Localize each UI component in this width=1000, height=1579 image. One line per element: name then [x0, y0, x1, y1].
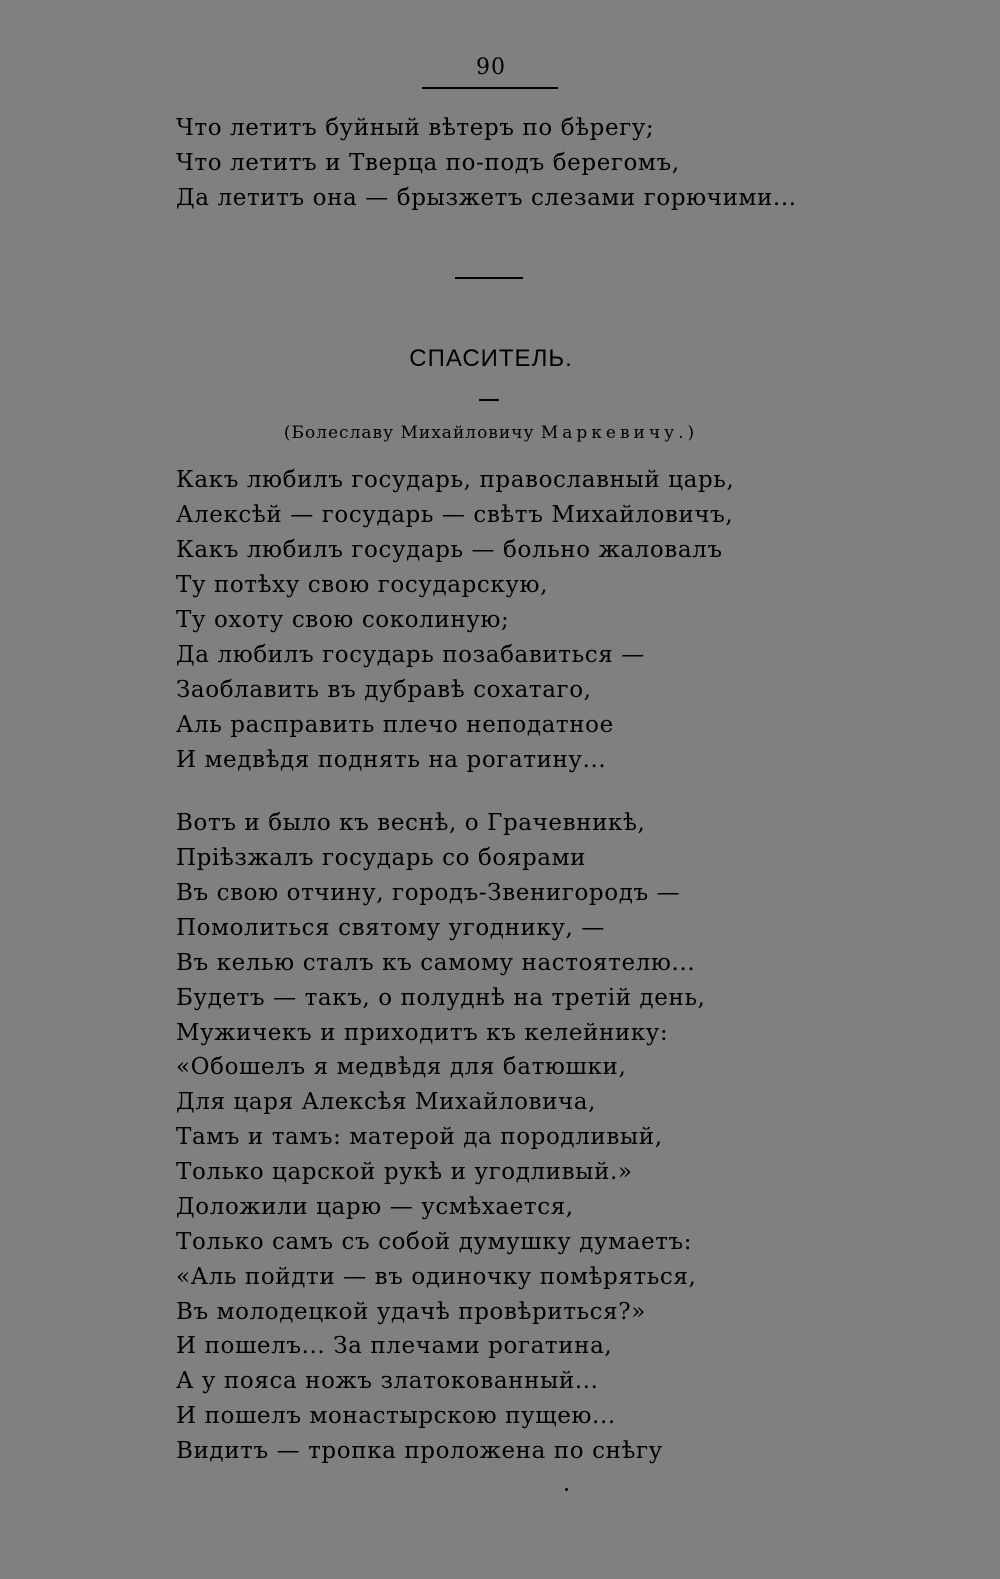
- verse-line: А у пояса ножъ златокованный...: [176, 1368, 599, 1394]
- verse-line: Ту охоту свою соколиную;: [176, 607, 510, 633]
- verse-line: Доложили царю — усмѣхается,: [176, 1194, 574, 1220]
- scan-speck: [565, 1488, 568, 1491]
- verse-line: «Обошелъ я медвѣдя для батюшки,: [176, 1054, 627, 1080]
- verse-line: Будетъ — такъ, о полуднѣ на третій день,: [176, 985, 706, 1011]
- verse-line: Что летитъ буйный вѣтеръ по бѣрегу;: [176, 115, 655, 141]
- poem-title: СПАСИТЕЛЬ.: [409, 345, 573, 372]
- poem-dedication: [0, 423, 982, 443]
- verse-line: Ту потѣху свою государскую,: [176, 572, 549, 598]
- verse-line: Да любилъ государь позабавиться —: [176, 642, 645, 668]
- verse-line: Для царя Алексѣя Михайловича,: [176, 1089, 597, 1115]
- dedication-name: Маркевичу.): [540, 423, 699, 443]
- verse-line: Заоблавить въ дубравѣ сохатаго,: [176, 677, 592, 703]
- verse-line: Вотъ и было къ веснѣ, о Грачевникѣ,: [176, 810, 646, 836]
- verse-line: И медвѣдя поднять на рогатину...: [176, 747, 607, 773]
- verse-line: Пріѣзжалъ государь со боярами: [176, 845, 587, 871]
- verse-line: Какъ любилъ государь, православный царь,: [176, 467, 735, 493]
- page-number-rule: [422, 87, 558, 89]
- verse-line: Въ келью сталъ къ самому настоятелю...: [176, 950, 696, 976]
- verse-line: Что летитъ и Тверца по-подъ берегомъ,: [176, 150, 680, 176]
- verse-line: Только царской рукѣ и угодливый.»: [176, 1159, 633, 1185]
- verse-line: Тамъ и тамъ: матерой да породливый,: [176, 1124, 663, 1150]
- verse-line: Мужичекъ и приходитъ къ келейнику:: [176, 1020, 669, 1046]
- verse-line: Да летитъ она — брызжетъ слезами горючими...: [176, 185, 797, 211]
- verse-line: Какъ любилъ государь — больно жаловалъ: [176, 537, 723, 563]
- verse-line: Только самъ съ собой думушку думаетъ:: [176, 1229, 693, 1255]
- verse-line: И пошелъ монастырскою пущею...: [176, 1403, 616, 1429]
- page-number: 90: [476, 55, 506, 80]
- verse-line: «Аль пойдти — въ одиночку помѣряться,: [176, 1264, 697, 1290]
- title-dash: [479, 399, 499, 401]
- dedication-prefix: (Болеславу Михайловичу: [283, 423, 541, 443]
- verse-line: Помолиться святому угоднику, —: [176, 915, 605, 941]
- verse-line: Въ молодецкой удачѣ провѣриться?»: [176, 1299, 646, 1325]
- verse-line: И пошелъ... За плечами рогатина,: [176, 1333, 613, 1359]
- verse-line: Аль расправить плечо неподатное: [176, 712, 614, 738]
- verse-line: Въ свою отчину, городъ-Звенигородъ —: [176, 880, 681, 906]
- section-divider: [455, 277, 523, 279]
- verse-line: Алексѣй — государь — свѣтъ Михайловичъ,: [176, 502, 734, 528]
- verse-line: Видитъ — тропка проложена по снѣгу: [176, 1438, 663, 1464]
